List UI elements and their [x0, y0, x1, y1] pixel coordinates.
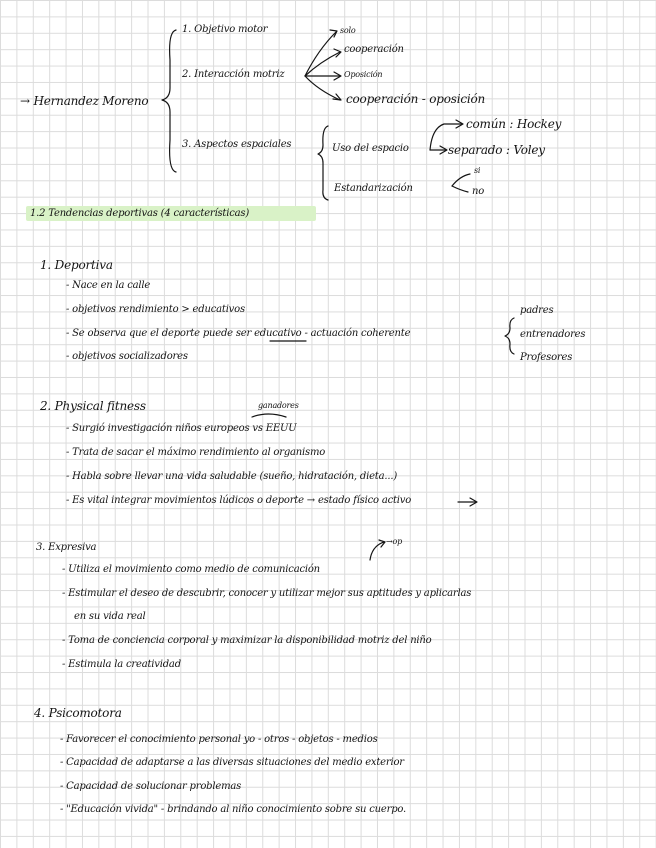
oposicion-label: Oposición: [344, 70, 383, 79]
section-heading: 1.2 Tendencias deportivas (4 características): [30, 208, 250, 219]
s3-item-4: - Estimula la creatividad: [62, 659, 181, 670]
aspectos-espaciales: 3. Aspectos espaciales: [182, 139, 292, 150]
s1-group-2: entrenadores: [520, 329, 586, 340]
s4-item-2: - Capacidad de adaptarse a las diversas situaciones del medio exterior: [60, 757, 404, 768]
s1-item-3: - Se observa que el deporte puede ser educativo - actuación coherente: [66, 328, 411, 339]
s1-item-2: - objetivos rendimiento > educativos: [66, 304, 245, 315]
coop-op-label: cooperación - oposición: [346, 92, 486, 106]
s3-title: 3. Expresiva: [36, 542, 97, 553]
s1-item-1: - Nace en la calle: [66, 280, 151, 291]
objetivo-motor: 1. Objetivo motor: [182, 24, 268, 35]
s2-item-2: - Trata de sacar el máximo rendimiento al organismo: [66, 447, 326, 458]
comun-hockey: común : Hockey: [466, 117, 562, 131]
s4-item-3: - Capacidad de solucionar problemas: [60, 781, 242, 792]
si-label: si: [474, 166, 481, 175]
s3-item-2: - Estimular el deseo de descubrir, conocer y utilizar mejor sus aptitudes y aplicarlas: [62, 588, 472, 599]
s3-item-2b: en su vida real: [74, 611, 146, 622]
s2-item-1: - Surgió investigación niños europeos vs EEUU: [66, 423, 297, 434]
uso-espacio: Uso del espacio: [332, 143, 409, 154]
estandarizacion: Estandarización: [334, 183, 413, 194]
s1-item-4: - objetivos socializadores: [66, 351, 188, 362]
s2-item-3: - Habla sobre llevar una vida saludable (sueño, hidratación, dieta...): [66, 471, 398, 482]
s4-title: 4. Psicomotora: [34, 706, 122, 720]
s3-item-3: - Toma de conciencia corporal y maximizar la disponibilidad motriz del niño: [62, 635, 432, 646]
s1-group-3: Profesores: [520, 352, 573, 363]
solo-label: solo: [340, 26, 356, 35]
s4-item-1: - Favorecer el conocimiento personal yo - otros - objetos - medios: [60, 734, 378, 745]
s2-title: 2. Physical fitness: [40, 399, 146, 413]
s4-item-4: - "Educación vivida" - brindando al niño conocimiento sobre su cuerpo.: [60, 804, 407, 815]
s2-item-4: - Es vital integrar movimientos lúdicos o deporte → estado físico activo: [66, 495, 412, 506]
s2-note: ganadores: [258, 401, 299, 410]
interaccion-motriz: 2. Interacción motriz: [182, 69, 285, 80]
cooperacion-label: cooperación: [344, 44, 404, 55]
no-label: no: [472, 186, 485, 197]
s1-title: 1. Deportiva: [40, 258, 113, 272]
separado-voley: separado : Voley: [448, 143, 545, 157]
s3-item-1: - Utiliza el movimiento como medio de comunicación: [62, 564, 320, 575]
root-label: → Hernandez Moreno: [20, 94, 149, 108]
s1-group-1: padres: [520, 305, 554, 316]
s3-note: →op: [386, 537, 403, 546]
